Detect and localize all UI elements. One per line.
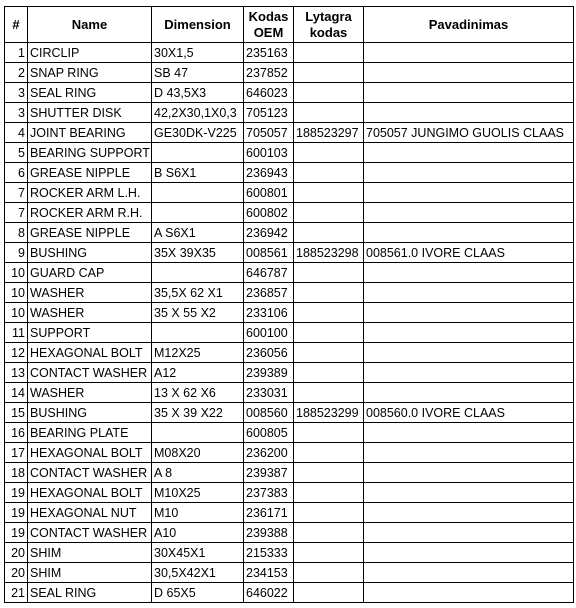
cell-dimension: M12X25 — [152, 343, 244, 363]
cell-number: 12 — [5, 343, 28, 363]
cell-pavadinimas: 008560.0 IVORE CLAAS — [364, 403, 574, 423]
cell-lytagra-code — [294, 563, 364, 583]
cell-lytagra-code — [294, 523, 364, 543]
cell-name: BEARING SUPPORT — [28, 143, 152, 163]
cell-number: 3 — [5, 103, 28, 123]
cell-pavadinimas — [364, 503, 574, 523]
cell-oem-code: 705057 — [244, 123, 294, 143]
cell-name: CONTACT WASHER — [28, 523, 152, 543]
cell-oem-code: 236171 — [244, 503, 294, 523]
header-row — [5, 7, 574, 43]
cell-dimension: M08X20 — [152, 443, 244, 463]
cell-lytagra-code — [294, 43, 364, 63]
cell-name: SEAL RING — [28, 583, 152, 603]
cell-number: 15 — [5, 403, 28, 423]
cell-oem-code: 236943 — [244, 163, 294, 183]
cell-oem-code: 646787 — [244, 263, 294, 283]
cell-lytagra-code: 188523298 — [294, 243, 364, 263]
cell-pavadinimas — [364, 583, 574, 603]
cell-name: BUSHING — [28, 403, 152, 423]
table-row — [5, 503, 574, 523]
cell-oem-code: 237383 — [244, 483, 294, 503]
cell-lytagra-code — [294, 543, 364, 563]
cell-name: WASHER — [28, 283, 152, 303]
cell-pavadinimas — [364, 143, 574, 163]
table-row — [5, 283, 574, 303]
table-row — [5, 63, 574, 83]
cell-pavadinimas — [364, 483, 574, 503]
header-number: # — [5, 7, 28, 43]
cell-number: 10 — [5, 263, 28, 283]
cell-name: SHIM — [28, 543, 152, 563]
cell-dimension: 35 X 39 X22 — [152, 403, 244, 423]
cell-name: GREASE NIPPLE — [28, 223, 152, 243]
table-row — [5, 183, 574, 203]
cell-name: JOINT BEARING — [28, 123, 152, 143]
table-row — [5, 223, 574, 243]
cell-oem-code: 233031 — [244, 383, 294, 403]
cell-dimension — [152, 323, 244, 343]
cell-lytagra-code — [294, 103, 364, 123]
cell-number: 11 — [5, 323, 28, 343]
cell-lytagra-code: 188523299 — [294, 403, 364, 423]
cell-dimension: 35X 39X35 — [152, 243, 244, 263]
cell-number: 21 — [5, 583, 28, 603]
cell-dimension — [152, 183, 244, 203]
cell-name: BUSHING — [28, 243, 152, 263]
cell-oem-code: 600103 — [244, 143, 294, 163]
cell-lytagra-code — [294, 263, 364, 283]
cell-number: 8 — [5, 223, 28, 243]
cell-lytagra-code — [294, 203, 364, 223]
table-row — [5, 443, 574, 463]
cell-dimension: 30X1,5 — [152, 43, 244, 63]
cell-oem-code: 236857 — [244, 283, 294, 303]
table-row — [5, 83, 574, 103]
cell-lytagra-code — [294, 503, 364, 523]
header-oem-line1: Kodas — [248, 8, 289, 24]
cell-name: CONTACT WASHER — [28, 463, 152, 483]
cell-number: 1 — [5, 43, 28, 63]
header-lytagra-line1: Lytagra — [305, 8, 352, 24]
header-name: Name — [28, 7, 152, 43]
cell-lytagra-code — [294, 303, 364, 323]
cell-lytagra-code: 188523297 — [294, 123, 364, 143]
cell-pavadinimas — [364, 523, 574, 543]
cell-dimension: GE30DK-V225 — [152, 123, 244, 143]
cell-oem-code: 600801 — [244, 183, 294, 203]
cell-dimension — [152, 203, 244, 223]
table-row — [5, 463, 574, 483]
cell-pavadinimas: 705057 JUNGIMO GUOLIS CLAAS — [364, 123, 574, 143]
cell-oem-code: 239388 — [244, 523, 294, 543]
table-row — [5, 43, 574, 63]
cell-number: 20 — [5, 543, 28, 563]
cell-lytagra-code — [294, 323, 364, 343]
cell-name: HEXAGONAL BOLT — [28, 483, 152, 503]
cell-dimension: B S6X1 — [152, 163, 244, 183]
header-lytagra-code — [294, 7, 364, 43]
cell-name: SEAL RING — [28, 83, 152, 103]
cell-pavadinimas — [364, 423, 574, 443]
cell-oem-code: 239389 — [244, 363, 294, 383]
cell-oem-code: 237852 — [244, 63, 294, 83]
cell-lytagra-code — [294, 343, 364, 363]
cell-name: SHIM — [28, 563, 152, 583]
cell-number: 2 — [5, 63, 28, 83]
cell-oem-code: 705123 — [244, 103, 294, 123]
cell-oem-code: 646022 — [244, 583, 294, 603]
cell-number: 10 — [5, 283, 28, 303]
header-lytagra-line2: kodas — [309, 24, 348, 40]
cell-dimension: SB 47 — [152, 63, 244, 83]
cell-name: SNAP RING — [28, 63, 152, 83]
cell-oem-code: 239387 — [244, 463, 294, 483]
table-row — [5, 343, 574, 363]
table-row — [5, 543, 574, 563]
cell-pavadinimas — [364, 263, 574, 283]
cell-pavadinimas — [364, 323, 574, 343]
cell-lytagra-code — [294, 383, 364, 403]
cell-dimension: A10 — [152, 523, 244, 543]
cell-oem-code: 235163 — [244, 43, 294, 63]
table-row — [5, 303, 574, 323]
table-row — [5, 163, 574, 183]
table-row — [5, 563, 574, 583]
cell-dimension — [152, 143, 244, 163]
cell-name: BEARING PLATE — [28, 423, 152, 443]
cell-pavadinimas — [364, 563, 574, 583]
cell-lytagra-code — [294, 83, 364, 103]
cell-pavadinimas — [364, 303, 574, 323]
cell-number: 19 — [5, 483, 28, 503]
cell-lytagra-code — [294, 283, 364, 303]
cell-dimension: D 65X5 — [152, 583, 244, 603]
cell-name: GREASE NIPPLE — [28, 163, 152, 183]
cell-name: HEXAGONAL BOLT — [28, 343, 152, 363]
table-row — [5, 263, 574, 283]
parts-table — [4, 6, 574, 603]
cell-lytagra-code — [294, 63, 364, 83]
cell-oem-code: 646023 — [244, 83, 294, 103]
cell-name: CONTACT WASHER — [28, 363, 152, 383]
cell-oem-code: 600805 — [244, 423, 294, 443]
cell-dimension: A12 — [152, 363, 244, 383]
cell-oem-code: 008561 — [244, 243, 294, 263]
cell-pavadinimas — [364, 203, 574, 223]
cell-pavadinimas — [364, 363, 574, 383]
cell-dimension: 13 X 62 X6 — [152, 383, 244, 403]
cell-oem-code: 236942 — [244, 223, 294, 243]
cell-number: 6 — [5, 163, 28, 183]
cell-lytagra-code — [294, 463, 364, 483]
cell-oem-code: 600100 — [244, 323, 294, 343]
table-row — [5, 523, 574, 543]
cell-oem-code: 600802 — [244, 203, 294, 223]
cell-number: 9 — [5, 243, 28, 263]
table-row — [5, 403, 574, 423]
table-row — [5, 423, 574, 443]
cell-number: 14 — [5, 383, 28, 403]
cell-number: 4 — [5, 123, 28, 143]
cell-oem-code: 236056 — [244, 343, 294, 363]
cell-number: 3 — [5, 83, 28, 103]
cell-lytagra-code — [294, 163, 364, 183]
cell-name: CIRCLIP — [28, 43, 152, 63]
cell-number: 13 — [5, 363, 28, 383]
table-row — [5, 123, 574, 143]
cell-pavadinimas — [364, 183, 574, 203]
cell-pavadinimas: 008561.0 IVORE CLAAS — [364, 243, 574, 263]
cell-name: HEXAGONAL NUT — [28, 503, 152, 523]
cell-pavadinimas — [364, 383, 574, 403]
cell-lytagra-code — [294, 483, 364, 503]
cell-number: 20 — [5, 563, 28, 583]
cell-pavadinimas — [364, 103, 574, 123]
cell-number: 17 — [5, 443, 28, 463]
cell-pavadinimas — [364, 543, 574, 563]
cell-name: WASHER — [28, 303, 152, 323]
cell-dimension: 30,5X42X1 — [152, 563, 244, 583]
cell-lytagra-code — [294, 583, 364, 603]
table-row — [5, 203, 574, 223]
cell-dimension — [152, 423, 244, 443]
cell-name: ROCKER ARM L.H. — [28, 183, 152, 203]
cell-lytagra-code — [294, 443, 364, 463]
cell-name: SHUTTER DISK — [28, 103, 152, 123]
cell-lytagra-code — [294, 423, 364, 443]
cell-lytagra-code — [294, 363, 364, 383]
cell-oem-code: 236200 — [244, 443, 294, 463]
cell-dimension: 35 X 55 X2 — [152, 303, 244, 323]
cell-number: 7 — [5, 203, 28, 223]
cell-lytagra-code — [294, 223, 364, 243]
cell-dimension: M10X25 — [152, 483, 244, 503]
table-row — [5, 483, 574, 503]
cell-dimension: A S6X1 — [152, 223, 244, 243]
cell-pavadinimas — [364, 163, 574, 183]
table-row — [5, 103, 574, 123]
header-oem-code — [244, 7, 294, 43]
cell-number: 7 — [5, 183, 28, 203]
cell-number: 19 — [5, 503, 28, 523]
cell-oem-code: 234153 — [244, 563, 294, 583]
cell-pavadinimas — [364, 463, 574, 483]
cell-name: SUPPORT — [28, 323, 152, 343]
cell-dimension: 35,5X 62 X1 — [152, 283, 244, 303]
cell-pavadinimas — [364, 283, 574, 303]
cell-name: GUARD CAP — [28, 263, 152, 283]
cell-name: ROCKER ARM R.H. — [28, 203, 152, 223]
cell-dimension: 42,2X30,1X0,3 — [152, 103, 244, 123]
cell-dimension: A 8 — [152, 463, 244, 483]
cell-lytagra-code — [294, 143, 364, 163]
cell-lytagra-code — [294, 183, 364, 203]
cell-pavadinimas — [364, 63, 574, 83]
table-body — [5, 43, 574, 603]
cell-oem-code: 008560 — [244, 403, 294, 423]
cell-pavadinimas — [364, 223, 574, 243]
cell-number: 5 — [5, 143, 28, 163]
header-dimension: Dimension — [152, 7, 244, 43]
cell-name: WASHER — [28, 383, 152, 403]
header-oem-line2: OEM — [253, 24, 284, 40]
cell-number: 10 — [5, 303, 28, 323]
cell-number: 19 — [5, 523, 28, 543]
table-row — [5, 323, 574, 343]
table-row — [5, 243, 574, 263]
cell-dimension: D 43,5X3 — [152, 83, 244, 103]
cell-number: 16 — [5, 423, 28, 443]
table-row — [5, 383, 574, 403]
cell-dimension — [152, 263, 244, 283]
table-row — [5, 363, 574, 383]
cell-pavadinimas — [364, 43, 574, 63]
cell-pavadinimas — [364, 443, 574, 463]
cell-name: HEXAGONAL BOLT — [28, 443, 152, 463]
cell-number: 18 — [5, 463, 28, 483]
cell-pavadinimas — [364, 343, 574, 363]
table-row — [5, 143, 574, 163]
table-row — [5, 583, 574, 603]
cell-pavadinimas — [364, 83, 574, 103]
cell-dimension: 30X45X1 — [152, 543, 244, 563]
cell-oem-code: 215333 — [244, 543, 294, 563]
header-pavadinimas: Pavadinimas — [364, 7, 574, 43]
cell-oem-code: 233106 — [244, 303, 294, 323]
cell-dimension: M10 — [152, 503, 244, 523]
